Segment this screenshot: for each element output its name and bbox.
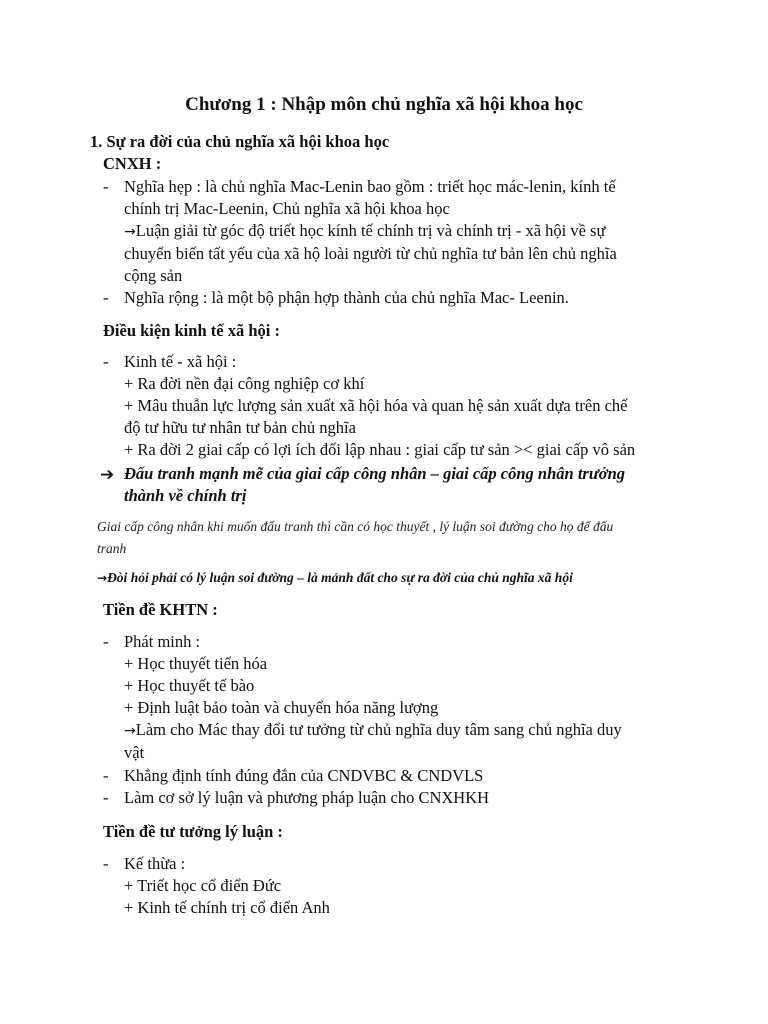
list-item (124, 765, 483, 787)
section-heading: 1. Sự ra đời của chủ nghĩa xã hội khoa học (90, 132, 390, 151)
text-line: + Triết học cổ điển Đức (124, 876, 282, 895)
text-line: + Định luật bảo toàn và chuyển hóa năng lượng (124, 698, 439, 717)
text-line: cộng sản (124, 266, 183, 285)
page-title: Chương 1 : Nhập môn chủ nghĩa xã hội khoa học (185, 94, 583, 115)
text-line: chuyển biến tất yếu của xã hộ loài người từ chủ nghĩa tư bản lên chủ nghĩa (124, 244, 617, 263)
text-line: Phát minh : (124, 632, 201, 651)
text-line: Khẳng định tính đúng đắn của CNDVBC & CNDVLS (124, 766, 484, 785)
section-heading: Tiền đề KHTN : (103, 600, 218, 619)
text-line: + Mâu thuẫn lực lượng sản xuất xã hội hóa và quan hệ sản xuất dựa trên chế (124, 396, 628, 415)
text-line: →Luận giải từ góc độ triết học kính tế chính trị và chính trị - xã hội về sự (124, 221, 606, 240)
text-line: Nghĩa rộng : là một bộ phận hợp thành của chủ nghĩa Mac- Leenin. (124, 288, 569, 307)
text-line: →Làm cho Mác thay đổi tư tưởng từ chủ nghĩa duy tâm sang chủ nghĩa duy (124, 720, 622, 739)
text-line: chính trị Mac-Leenin, Chủ nghĩa xã hội khoa học (124, 199, 450, 218)
bold-arrow-icon: ➔ (100, 465, 115, 485)
text-line: + Kinh tế chính trị cổ điển Anh (124, 898, 330, 917)
list-item (124, 351, 635, 461)
list-item (124, 853, 330, 919)
list-item (124, 176, 617, 287)
section-heading: Điều kiện kinh tế xã hội : (103, 321, 280, 340)
section-heading: Tiền đề tư tưởng lý luận : (103, 822, 283, 841)
text-line: Kinh tế - xã hội : (124, 352, 237, 371)
note (97, 516, 613, 560)
list-dash: - (103, 352, 109, 371)
list-dash: - (103, 854, 109, 873)
list-item (124, 631, 622, 764)
text-line: Kế thừa : (124, 854, 186, 873)
list-dash: - (103, 766, 109, 785)
subheading-cnxh: CNXH : (103, 154, 162, 173)
note-conclusion: →Đòi hỏi phải có lý luận soi đường – là mảnh đất cho sự ra đời của chủ nghĩa xã hội (97, 570, 573, 585)
text-line: + Ra đời 2 giai cấp có lợi ích đối lập nhau : giai cấp tư sản >< giai cấp vô sản (124, 440, 636, 459)
text-line: + Ra đời nền đại công nghiệp cơ khí (124, 374, 365, 393)
list-dash: - (103, 788, 109, 807)
list-dash: - (103, 288, 109, 307)
text-line: thành về chính trị (124, 486, 247, 505)
text-line: Nghĩa hẹp : là chủ nghĩa Mac-Lenin bao gồm : triết học mác-lenin, kính tế (124, 177, 616, 196)
text-line: + Học thuyết tế bào (124, 676, 255, 695)
list-dash: - (103, 177, 109, 196)
list-item (124, 287, 569, 309)
text-line: độ tư hữu tư nhân tư bản chủ nghĩa (124, 418, 356, 437)
arrow-icon: → (97, 571, 108, 585)
arrow-icon: → (124, 224, 136, 240)
text-line: + Học thuyết tiến hóa (124, 654, 268, 673)
list-dash: - (103, 632, 109, 651)
text-line: tranh (97, 541, 127, 556)
arrow-icon: → (124, 723, 136, 739)
text-line: vật (124, 743, 145, 762)
conclusion (124, 463, 625, 507)
text-line: Làm cơ sở lý luận và phương pháp luận cho CNXHKH (124, 788, 490, 807)
list-item (124, 787, 489, 809)
text-line: Đấu tranh mạnh mẽ của giai cấp công nhân – giai cấp công nhân trưởng (124, 464, 626, 483)
text-line: Giai cấp công nhân khi muốn đấu tranh thì cần có học thuyết , lý luận soi đường cho họ để đấu (97, 519, 614, 534)
